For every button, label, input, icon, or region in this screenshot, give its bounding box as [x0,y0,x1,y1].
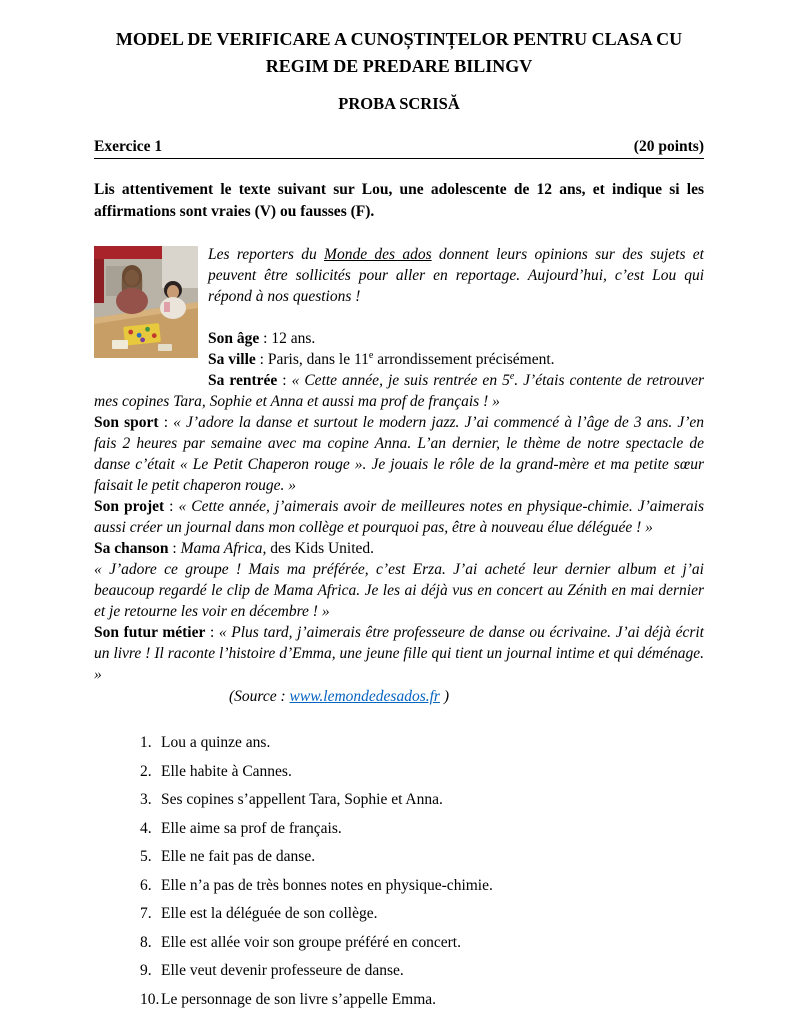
field-rentree-quote1: « Cette année, je suis rentrée en 5 [291,372,510,389]
field-chanson [94,538,704,559]
field-chanson-rest: des Kids United. [266,540,375,557]
instruction-text: Lis attentivement le texte suivant sur Lou, une adolescente de 12 ans, et indique si les affirmations sont vraies (V) ou fausses (F). [94,181,704,220]
field-projet-quote: « Cette année, j’aimerais avoir de meilleures notes en physique-chimie. J’aimerais aussi créer un journal dans mon collège et pourquoi pas, être à nouveau élue déléguée ! » [94,498,704,536]
title-line-1: MODEL DE VERIFICARE A CUNOȘTINȚELOR PENTRU CLASA CU [115,29,683,49]
question-item-6 [140,876,704,897]
field-futur [94,622,704,685]
question-text: Lou a quinze ans. [161,734,271,751]
source-line [94,686,704,707]
field-sport [94,412,704,496]
questions-list [140,733,704,1010]
field-ville-superscript: e [368,349,374,361]
field-ville-sep: : [255,351,268,368]
question-number: 4. [140,819,152,837]
field-ville-value: Paris, dans le 11 [267,351,369,368]
exercise-label: Exercice 1 [94,138,163,155]
question-text: Elle habite à Cannes. [161,762,292,780]
field-rentree-sep: : [277,372,292,389]
question-item-4 [140,819,704,840]
exercise-points: (20 points) [633,138,704,155]
intro-part1: Les reporters du [208,246,325,263]
intro-magazine-name: Monde des ados [324,246,432,263]
question-number: 1. [140,734,152,751]
question-number: 5. [140,848,152,865]
question-item-9 [140,961,704,982]
group-quote-paragraph: « J’adore ce groupe ! Mais ma préférée, c’est Erza. J’ai acheté leur dernier album et j’ai beaucoup regardé le clip de Mama Africa. Je les ai déjà vus en concert au Zénith en mai dernier et je retourne les voir en décembre ! » [94,561,704,620]
field-rentree-quote2: . J’étais contente de retrouver mes copines Tara, Sophie et Anna et aussi ma prof de français ! » [94,372,704,410]
question-item-5 [140,847,704,868]
source-suffix: ) [439,688,449,705]
question-number: 10. [140,990,160,1008]
field-ville-value2: arrondissement précisément. [373,351,555,368]
lou-photo-image [94,246,198,358]
question-number: 7. [140,905,152,922]
question-number: 2. [140,762,152,780]
exercise-header [94,138,704,159]
field-sport-sep: : [158,414,174,431]
question-text: Elle est allée voir son groupe préféré en concert. [161,933,461,951]
field-chanson-song-title: Mama Africa, [180,540,267,557]
question-number: 8. [140,933,152,951]
question-item-3 [140,790,704,811]
source-link[interactable]: www.lemondedesados.fr [289,688,440,705]
field-futur-quote: « Plus tard, j’aimerais être professeure de danse ou écrivaine. J’ai déjà écrit un livre ! Il raconte l’histoire d’Emma, une jeune fille qui tient un journal intime et qui déménage. » [94,624,704,683]
question-text: Le personnage de son livre s’appelle Emma. [161,990,437,1008]
intro-part2: donnent leurs opinions sur des sujets et peuvent être sollicités pour aller en reportage. Aujourd’hui, c’est Lou qui répond à nos questions ! [208,246,704,305]
field-projet-label: Son projet [94,498,165,515]
lou-photo [94,246,198,358]
title-line-2: REGIM DE PREDARE BILINGV [265,56,533,76]
question-text: Ses copines s’appellent Tara, Sophie et Anna. [161,791,443,808]
field-sport-quote: « J’adore la danse et surtout le modern jazz. J’ai commencé à l’âge de 3 ans. J’en fais 2 heures par semaine avec ma copine Anna. L’an dernier, le thème de notre spectacle de danse c’était « Le Petit Chaperon rouge ». Je jouais le rôle de la grand-mère et ma petite sœur faisait le petit chaperon rouge. » [94,414,705,494]
question-number: 3. [140,791,152,808]
field-projet-sep: : [164,498,179,515]
source-prefix: (Source : [229,688,290,705]
field-chanson-label: Sa chanson [94,540,169,557]
field-ville-label: Sa ville [208,351,256,368]
field-chanson-sep: : [168,540,181,557]
field-age-value: 12 ans. [271,330,316,347]
field-rentree [94,370,704,412]
question-item-1 [140,733,704,754]
question-text: Elle n’a pas de très bonnes notes en physique-chimie. [161,876,493,894]
question-item-7 [140,904,704,925]
reading-text [94,244,704,707]
field-rentree-superscript: e [509,370,515,382]
document-title [94,26,704,80]
question-text: Elle est la déléguée de son collège. [161,905,378,922]
question-text: Elle aime sa prof de français. [161,819,342,837]
field-projet [94,496,704,538]
field-age-sep: : [259,330,272,347]
field-futur-sep: : [205,624,219,641]
field-sport-label: Son sport [94,414,159,431]
question-text: Elle ne fait pas de danse. [161,848,316,865]
field-age-label: Son âge [208,330,260,347]
question-text: Elle veut devenir professeure de danse. [161,962,404,979]
field-futur-label: Son futur métier [94,624,206,641]
question-item-8 [140,933,704,954]
question-item-2 [140,762,704,783]
document-subtitle: PROBA SCRISĂ [338,94,460,113]
field-rentree-label: Sa rentrée [208,372,278,389]
question-item-10 [140,990,704,1011]
question-number: 9. [140,962,152,979]
question-number: 6. [140,876,152,894]
